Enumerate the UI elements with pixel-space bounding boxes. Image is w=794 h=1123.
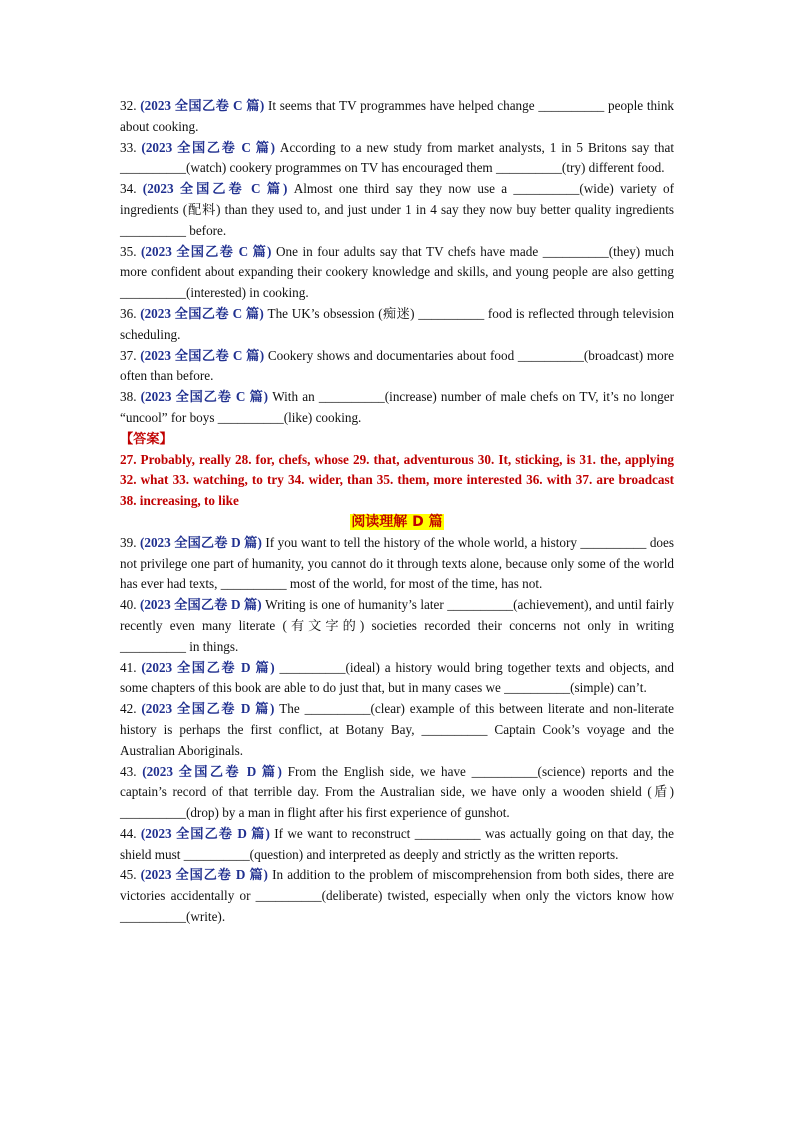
question-38: [120, 387, 674, 429]
question-text: Writing is one of humanity’s later __________(achievement), and until fairly recently even many literate (有文字的) societies recorded their concerns not only in writing __________ in things.: [120, 597, 675, 654]
question-source: (2023 全国乙卷 D 篇): [141, 659, 275, 675]
question-source: (2023 全国乙卷 D 篇): [142, 763, 282, 779]
question-text: From the English side, we have __________(science) reports and the captain’s record of that terrible day. From the Australian side, we have only a wooden shield (盾) __________(drop) by a man in flight after his first experience of gunshot.: [120, 763, 675, 821]
question-number: 39.: [120, 534, 140, 550]
questions-c-list: [120, 96, 674, 429]
question-source: (2023 全国乙卷 C 篇): [140, 347, 265, 363]
question-source: (2023 全国乙卷 C 篇): [140, 305, 264, 321]
question-source: (2023 全国乙卷 C 篇): [142, 181, 288, 197]
question-33: [120, 138, 674, 180]
question-39: [120, 533, 674, 595]
question-source: (2023 全国乙卷 D 篇): [141, 701, 275, 717]
question-text: With an __________(increase) number of male chefs on TV, it’s no longer “uncool” for boys __________(like) cooking.: [120, 389, 675, 425]
question-source: (2023 全国乙卷 D 篇): [140, 867, 268, 883]
section-title-label: 阅读理解 D 篇: [351, 513, 443, 530]
question-number: 35.: [120, 243, 142, 259]
question-number: 33.: [120, 139, 142, 155]
question-text: The UK’s obsession (痴迷) __________ food is reflected through television scheduling.: [120, 305, 674, 342]
question-number: 44.: [120, 825, 141, 841]
question-number: 34.: [120, 181, 143, 197]
question-number: 32.: [120, 98, 141, 113]
question-44: [120, 824, 674, 866]
question-42: [120, 699, 674, 761]
answer-heading: 【答案】: [120, 430, 173, 446]
question-40: [120, 595, 674, 657]
worksheet-page: [120, 96, 674, 928]
question-source: (2023 全国乙卷 C 篇): [141, 243, 272, 259]
question-number: 43.: [120, 763, 143, 779]
question-text: It seems that TV programmes have helped change __________ people think about cooking.: [120, 98, 675, 134]
section-title: [120, 512, 674, 533]
question-35: [120, 242, 674, 304]
question-number: 38.: [120, 389, 141, 405]
question-32: [120, 96, 674, 138]
question-number: 36.: [120, 305, 141, 321]
question-36: [120, 304, 674, 346]
question-number: 37.: [120, 347, 141, 363]
question-number: 45.: [120, 867, 141, 883]
question-text: If we want to reconstruct __________ was actually going on that day, the shield must __________(question) and interpreted as deeply and strictly as the written reports.: [120, 825, 675, 862]
question-34: [120, 179, 674, 241]
question-text: Almost one third say they now use a __________(wide) variety of ingredients (配料) than they used to, and just under 1 in 4 say they now buy better quality ingredients __________ before.: [120, 181, 674, 238]
question-number: 42.: [120, 701, 142, 717]
question-text: If you want to tell the history of the whole world, a history __________ does not privilege one part of humanity, you cannot do it through texts alone, because only some of the world has ever had texts, __________ most of the world, for most of the time, has not.: [120, 534, 675, 592]
question-source: (2023 全国乙卷 C 篇): [140, 389, 269, 405]
question-37: [120, 346, 674, 388]
question-text: __________(ideal) a history would bring together texts and objects, and some chapters of this book are able to do just that, but in many cases we __________(simple) can’t.: [120, 659, 674, 696]
answer-key: 27. Probably, really 28. for, chefs, whose 29. that, adventurous 30. It, sticking, is 31. the, applying 32. what 33. watching, to try 34. wider, than 35. them, more interested 36. with 37. are broadcast 38. increasing, to like: [120, 451, 674, 509]
question-number: 40.: [120, 597, 140, 613]
question-text: According to a new study from market analysts, 1 in 5 Britons say that __________(watch) cookery programmes on TV has encouraged them __________(try) different food.: [120, 139, 675, 176]
question-source: (2023 全国乙卷 D 篇): [139, 597, 262, 613]
question-number: 41.: [120, 659, 142, 675]
questions-d-list: [120, 533, 674, 928]
question-source: (2023 全国乙卷 C 篇): [140, 98, 265, 113]
question-source: (2023 全国乙卷 C 篇): [141, 139, 275, 155]
question-text: The __________(clear) example of this between literate and non-literate history is perhaps the first conflict, at Botany Bay, __________ Captain Cook’s voyage and the Australian Aboriginals.: [120, 701, 674, 758]
question-43: [120, 762, 674, 824]
question-41: [120, 658, 674, 700]
question-source: (2023 全国乙卷 D 篇): [140, 825, 270, 841]
question-text: One in four adults say that TV chefs have made __________(they) much more confident about expanding their cookery knowledge and skills, and young people are also getting __________(interested) in cooking.: [120, 243, 675, 301]
question-text: Cookery shows and documentaries about food __________(broadcast) more often than before.: [120, 347, 674, 384]
question-text: In addition to the problem of miscomprehension from both sides, there are victories accidentally or __________(deliberate) twisted, especially when only the victors know how __________(write).: [120, 867, 675, 925]
question-source: (2023 全国乙卷 D 篇): [139, 534, 262, 550]
question-45: [120, 865, 674, 927]
